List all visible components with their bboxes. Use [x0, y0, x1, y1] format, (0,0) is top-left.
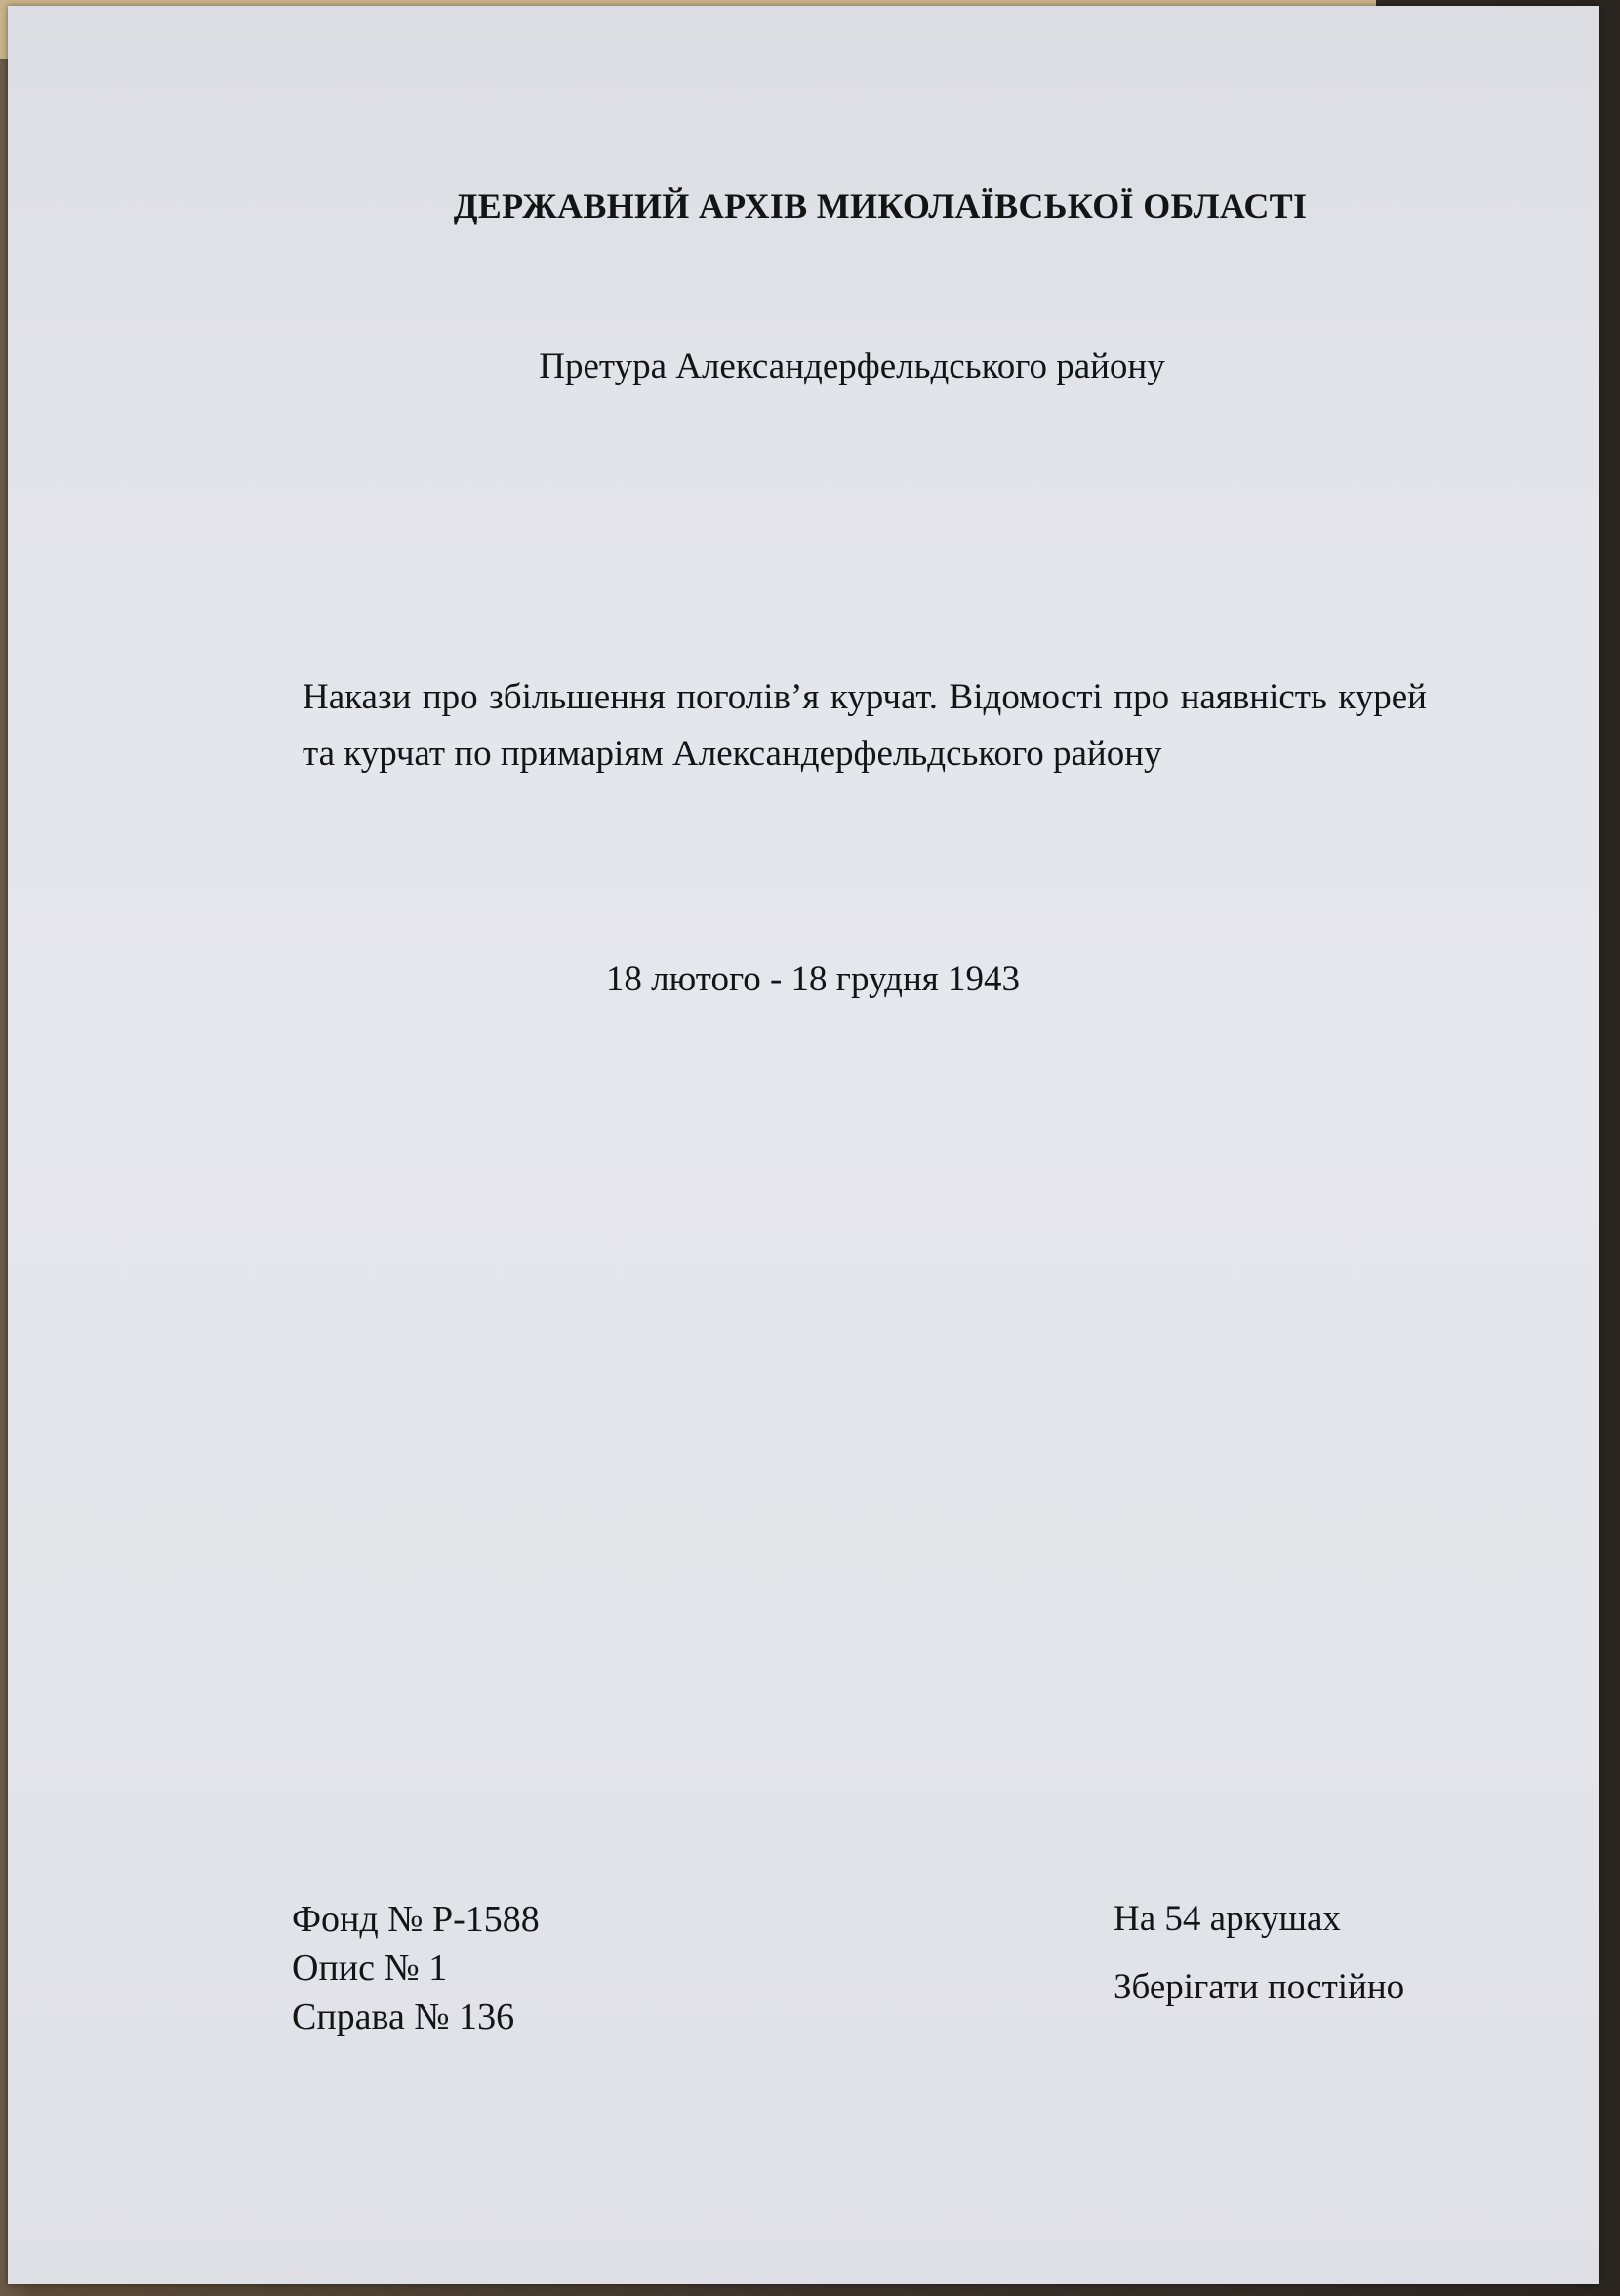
- sheet-count: На 54 аркушах: [1114, 1899, 1341, 1939]
- fond-number: Фонд № Р-1588: [292, 1899, 540, 1940]
- opys-number: Опис № 1: [292, 1948, 448, 1989]
- file-description: Накази про збільшення поголів’я курчат. Відомості про наявність курей та курчат по примаріям Александерфельдського району: [303, 677, 1427, 774]
- storage-block: [1114, 1895, 1404, 2012]
- file-dates: 18 лютого - 18 грудня 1943: [605, 959, 1021, 999]
- sprava-number: Справа № 136: [292, 1996, 515, 2037]
- archive-cover-sheet: [8, 6, 1599, 2284]
- archive-title: ДЕРЖАВНИЙ АРХІВ МИКОЛАЇВСЬКОЇ ОБЛАСТІ: [453, 186, 1308, 225]
- reference-block: [292, 1895, 540, 2041]
- retention-note: Зберігати постійно: [1114, 1967, 1405, 2007]
- fund-name: Претура Александерфельдського району: [539, 346, 1165, 386]
